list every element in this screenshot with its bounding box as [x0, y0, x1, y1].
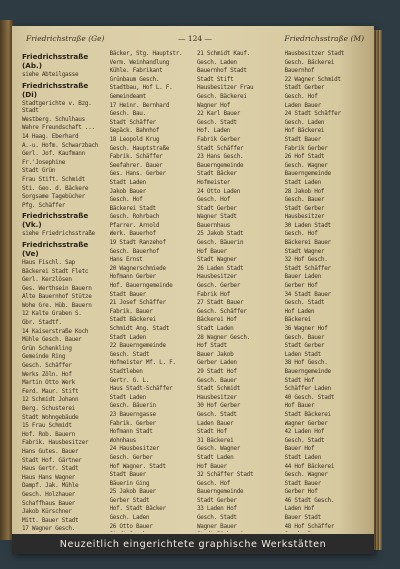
directory-entry: Hof. Laden — [197, 127, 231, 135]
directory-entry: Wagner Hof — [197, 101, 231, 109]
column-4 — [285, 50, 367, 532]
directory-entry: Stadt Bäckerei — [284, 410, 331, 418]
directory-entry: Gesch. Holzhauer — [22, 490, 75, 498]
directory-entry: 28 Wagner Gesch. — [197, 333, 250, 341]
directory-entry: Laden Bauer — [284, 101, 321, 109]
directory-entry: Ferd. Maur. Stift — [22, 387, 79, 395]
directory-entry: Gesch. Hof — [109, 196, 143, 204]
directory-entry: siehe Friedrichsstraße — [22, 230, 95, 238]
directory-entry: 17 Heinr. Bernhard — [109, 101, 170, 109]
header-right-street: Friedrichsstraße (M) — [284, 34, 364, 43]
directory-entry: Gerl. Jof. Kaufmann — [22, 150, 85, 158]
directory-entry: Gesch. Bäuerin — [197, 239, 244, 247]
directory-entry: Gesch. Wagner — [284, 471, 328, 479]
directory-entry: Bauer Laden — [284, 273, 321, 281]
directory-entry: Gesch. Laden — [109, 514, 150, 522]
directory-entry: Hof Bauer — [284, 402, 315, 410]
directory-entry: Verm. Weinhandlung — [109, 58, 170, 66]
directory-entry: 22 Bauerngemeinde — [109, 342, 166, 350]
directory-entry: Seefahrer. Bauer — [109, 161, 163, 169]
directory-entry: Laden Stadt — [284, 350, 321, 358]
directory-entry: 26 Laden Stadt — [197, 264, 244, 272]
directory-entry: Stadt Laden — [284, 178, 321, 186]
directory-entry: 17 Wagner Gesch. — [22, 525, 75, 532]
directory-entry: Stadt Bäcker — [197, 170, 237, 178]
directory-entry: siehe Abteilgasse — [22, 71, 79, 78]
directory-entry: Gesch. Bauer — [284, 333, 325, 341]
directory-entry: 40 Gesch. Stadt — [284, 393, 335, 401]
directory-entry: Gesch. Wagner — [197, 445, 241, 453]
page-header — [26, 34, 364, 48]
directory-entry: Gerber Hof — [284, 282, 318, 290]
directory-entry: 27 Stadt Bauer — [197, 299, 244, 307]
directory-entry: 22 Karl Bauer — [197, 110, 241, 118]
directory-entry: Gesch. Stadt — [284, 436, 325, 444]
directory-entry: Gesch. Hof — [197, 479, 231, 487]
directory-entry: 36 Wagner Hof — [284, 325, 328, 332]
directory-entry: Gesch. Laden — [284, 118, 325, 126]
directory-entry: Grünbaum Gesch. — [109, 75, 160, 83]
directory-entry: Hausbesitzer — [197, 273, 237, 281]
directory-entry: Schaffhaus Bauer — [22, 499, 75, 507]
directory-entry: Bäuerin Ging — [109, 479, 150, 487]
directory-entry: Westberg. Schulhaus — [22, 115, 85, 123]
directory-entry: Stadt Gerber — [284, 342, 325, 350]
directory-entry: 18 Leopold Krug — [109, 135, 160, 143]
directory-entry: Bäckerei Stadt Fletc — [22, 267, 89, 275]
directory-entry: Alte Bauernhof Stütze — [22, 293, 92, 301]
directory-entry: Stadt Hof — [197, 428, 227, 436]
directory-entry: Hausbesitzer Frau — [197, 84, 254, 92]
directory-entry: Hans Gutes. Bauer — [22, 447, 79, 455]
directory-entry: Fr.'Josephine — [22, 158, 66, 166]
directory-entry: Fabrik Gerber — [284, 144, 328, 152]
directory-entry: 25 Jakob Bauer — [109, 488, 156, 496]
directory-entry: Hausbesitzer — [197, 393, 237, 401]
directory-entry: Stadt Bauer — [284, 135, 321, 143]
directory-entry: Schmidt Ang. Stadt — [109, 325, 170, 332]
directory-entry: Stadt Bäckerei — [109, 316, 156, 324]
directory-entry: Stadt Schmidt — [197, 385, 241, 393]
directory-entry: Gesch. Gerber — [109, 453, 153, 461]
street-heading: Friedrichsstraße (Ab.) — [22, 52, 89, 70]
directory-entry: Stadtgerichte v. Bzg. Stadt — [22, 99, 92, 115]
directory-entry: Stadt Wohngebäude — [22, 413, 79, 421]
directory-entry: Wagner Gerber — [284, 419, 328, 427]
directory-entry: Stadt Stift — [197, 75, 234, 83]
directory-entry: Fabrik Gerber — [197, 135, 241, 143]
directory-entry: Stadt Laden — [197, 325, 234, 332]
directory-entry: A.-u. Hofm. Schwarzbach — [22, 141, 99, 149]
directory-entry: Wagner Stadt — [197, 213, 237, 221]
directory-entry: Gerber Laden — [197, 359, 237, 367]
directory-entry: 15 Frau Schmidt — [22, 422, 72, 430]
directory-entry: Gesch. Hof — [284, 92, 318, 100]
directory-entry: Gesch. Bau. — [109, 110, 146, 118]
directory-entry: Schäffer Laden — [284, 385, 331, 393]
directory-entry: Grün Schenkling — [22, 344, 72, 352]
directory-entry: 14 Kaiserstraße Koch — [22, 327, 89, 335]
directory-entry: Stadt Grün — [22, 167, 56, 175]
directory-entry — [285, 531, 367, 532]
directory-entry: Stadt Schäffer — [284, 264, 331, 272]
directory-entry: Berg. Schusterei — [22, 405, 75, 412]
directory-entry: 14 Haag. Eberhard — [22, 132, 79, 140]
directory-entry: Hausbesitzer Stadt — [284, 50, 345, 57]
directory-entry: Hofmeister Mf. L. F. — [109, 359, 176, 367]
directory-entry: Dampf. Jak. Mühle — [22, 482, 79, 490]
directory-entry: Hof Bäckerei — [284, 127, 325, 135]
directory-entry: Gesch. Stadt — [197, 514, 237, 522]
directory-entry: 23 Bauerngasse — [109, 410, 156, 418]
directory-entry: Fabrik. Gerber — [109, 419, 156, 427]
directory-entry: 42 Laden Hof — [284, 428, 325, 436]
directory-entry: Sti. Geo. d. Bäckere — [22, 184, 89, 192]
street-heading: Friedrichsstraße (Ve) — [22, 239, 89, 258]
directory-entry: Gesch. Hof — [197, 196, 231, 204]
directory-entry: Pfg. Schäffer — [22, 201, 66, 209]
directory-entry: Gesch. Stadt — [197, 118, 237, 126]
directory-entry: Hofmann Gerber — [109, 273, 156, 281]
directory-entry: 20 Wagnerschmiede — [109, 264, 166, 272]
directory-entry: Bauernhof Stadt — [197, 67, 247, 75]
directory-entry: 26 Hof Stadt — [284, 153, 325, 161]
directory-entry: Wohnhaus — [109, 436, 136, 444]
directory-entry: Stadt Bauer — [109, 471, 146, 479]
directory-entry: 30 Laden Stadt — [284, 221, 331, 229]
directory-entry: Stadt Schäffer — [109, 118, 156, 126]
directory-entry: Bauer Stadt — [284, 514, 321, 522]
directory-entry: Hof Bauer — [197, 247, 227, 255]
directory-entry: 23 Hans Gesch. — [197, 153, 244, 161]
directory-entry: Bauerngemeinde — [284, 170, 331, 178]
directory-entry: Fabrik Hof — [197, 290, 231, 298]
column-1 — [22, 50, 104, 532]
directory-entry: 22 Wagner Schmidt — [284, 75, 341, 83]
directory-entry: Stadt Laden — [197, 453, 234, 461]
directory-entry: Jakob Kürschner — [22, 508, 72, 516]
directory-entry: 31 Bäckerei — [197, 436, 234, 444]
directory-entry: Gesch. Hauptstraße — [109, 144, 170, 152]
directory-entry: Pfarrer. Arnold — [109, 221, 160, 229]
directory-entry: Gesch. Stadt — [284, 299, 325, 307]
directory-entry: Hof Stadt — [197, 342, 227, 350]
directory-entry: Hof. Stadt Bäcker — [109, 505, 166, 513]
directory-entry: Hofmann Stadt — [109, 428, 153, 436]
directory-entry: Stadt Wagner — [284, 247, 325, 255]
directory-entry: 48 Hof Schäffer — [284, 522, 335, 530]
directory-entry: 32 Schäffer Stadt — [197, 471, 254, 479]
directory-entry: Gesch. Bäckerei — [197, 92, 247, 100]
directory-entry: Gesch. Schäffer — [22, 362, 72, 370]
directory-entry: Jakob Bauer — [109, 187, 146, 195]
directory-entry: Gesch. Hof — [284, 230, 318, 238]
directory-entry: Kühle. Fabrikant — [109, 67, 163, 75]
directory-entry: Bäckerei Bauer — [284, 239, 331, 247]
directory-entry: Bauerngemeinde — [197, 488, 244, 496]
directory-entry: Bäcker, Stg. Hauptstr. — [109, 50, 183, 57]
column-3 — [197, 50, 279, 532]
directory-entry: Bauer Jakob — [197, 350, 234, 358]
directory-entry: Stadtleben — [109, 367, 143, 375]
directory-entry: Bäckerei Stadt — [109, 204, 156, 212]
directory-entry: Laden Bauer — [197, 419, 234, 427]
directory-entry: Fabrik. Hausbesitzer — [22, 439, 89, 447]
directory-entry: Mitt. Bauer Stadt — [22, 516, 79, 524]
directory-entry: 30 Hof Gerber — [197, 402, 241, 410]
directory-entry: Stadt Laden — [109, 178, 146, 186]
directory-entry: Wagner Bauer — [197, 522, 237, 530]
directory-entry: Wahre Freundschaft ... — [22, 124, 95, 132]
directory-entry: Mühle Gesch. Bauer — [22, 336, 82, 344]
directory-entry: Ges. Werthsein Bauern — [22, 284, 92, 292]
directory-entry: Stadt Bauer — [284, 479, 321, 487]
directory-entry: Hof Bauer — [197, 462, 227, 470]
directory-entry: Gesch. Bäckerei — [284, 58, 335, 66]
directory-entry: Haus Gertr. Stadt — [22, 465, 79, 473]
directory-entry: 26 Otto Bauer — [109, 522, 153, 530]
directory-entry: Gesch. Laden — [197, 58, 237, 66]
directory-entry: Haus Fischl. Sap — [22, 258, 75, 266]
directory-entry: 28 Jakob Hof — [284, 187, 325, 195]
directory-entry: 21 Schmidt Kauf. — [197, 50, 250, 57]
directory-entry: Hof. Rob. Bauern — [22, 430, 75, 438]
directory-entry: Stadt Laden — [109, 393, 146, 401]
directory-entry: 19 Stadt Ranzehof — [109, 239, 166, 247]
page-number: — 124 — — [177, 34, 213, 43]
directory-entry: Bauernhof — [284, 67, 315, 75]
directory-entry: Stadt Schäffer — [197, 144, 244, 152]
directory-entry: Gesch. Stadt — [197, 410, 237, 418]
directory-entry: Stadt Hof. Gärtner — [22, 456, 82, 464]
directory-entry: Bauerngemeinde — [284, 367, 331, 375]
directory-entry: Fabrik. Schäffer — [109, 153, 163, 161]
directory-entry: Gesch. Bauer — [284, 196, 325, 204]
directory-entry: Stadt Bauer — [109, 290, 146, 298]
directory-page — [12, 26, 374, 554]
directory-entry: Stadt Laden — [109, 333, 146, 341]
directory-entry: Stadtbau, Hof L. F. — [109, 84, 173, 92]
directory-entry — [110, 531, 192, 532]
directory-entry: 24 Stadt Schäffer — [284, 110, 341, 118]
directory-entry: Hans Ernst — [109, 256, 143, 264]
directory-entry: Gesch. Schäffer — [197, 307, 247, 315]
directory-entry: Bauerngemeinde — [197, 161, 244, 169]
directory-entry: Stadt Laden — [284, 453, 321, 461]
directory-entry: Gesch. Gerber — [197, 282, 241, 290]
directory-entry: 33 Laden Hof — [197, 505, 237, 513]
directory-entry: Sorgsame Tagebücher — [22, 193, 85, 201]
directory-entry: Stadt Wagner — [197, 256, 237, 264]
directory-entry: Frau Stift. Schmidt — [22, 175, 85, 183]
directory-entry: Gesch. Bauerhof — [109, 247, 160, 255]
directory-entry: 24 Hausbesitzer — [109, 445, 160, 453]
directory-entry: Stadt Hof — [284, 376, 315, 384]
directory-entry: Gesch. Wagner — [284, 161, 328, 169]
directory-columns — [22, 50, 366, 532]
directory-entry: 21 Josef Schäffer — [109, 299, 166, 307]
directory-entry: Gbr. Stadtf. — [22, 319, 62, 327]
directory-entry: Haus Hans Wagner — [22, 473, 75, 481]
directory-entry: 29 Stadt Hof — [197, 367, 237, 375]
directory-entry: Bauernhaus — [197, 221, 231, 229]
directory-entry: Gepäck. Bahnhof — [109, 127, 160, 135]
directory-entry: Hausbesitzer — [284, 213, 325, 221]
directory-entry: Bäckerei Hof — [197, 316, 237, 324]
directory-entry: 46 Stadt Gesch. — [284, 496, 335, 504]
street-heading: Friedrichsstraße (Vk.) — [22, 211, 89, 230]
directory-entry: Werks Zöln. Hof — [22, 370, 72, 378]
directory-entry: Gemeinde Ring — [22, 353, 66, 361]
directory-entry: Stadt Gerber — [284, 204, 325, 212]
advertisement-banner: Neuzeitlich eingerichtete graphische Werkstätten — [12, 534, 374, 554]
directory-entry: Hof Laden — [284, 307, 315, 315]
directory-entry: Wohe Gre. Hüb. Bauern — [22, 301, 92, 309]
directory-entry: 34 Stadt Bauer — [284, 290, 331, 298]
directory-entry: Haus Stadt-Schäffer — [109, 385, 173, 393]
directory-entry: Gerl. Kerzlösen — [22, 276, 72, 284]
directory-entry: Stadt Gerber — [197, 204, 237, 212]
directory-entry: Gesch. Stadt — [109, 350, 150, 358]
directory-entry: Bäckerei — [284, 316, 311, 324]
directory-entry: 44 Hof Bäckerei — [284, 462, 335, 470]
directory-entry — [197, 531, 279, 532]
directory-entry: Gesch. Rohrbach — [109, 213, 160, 221]
directory-entry: Stadt Gerber — [284, 84, 325, 92]
directory-entry: 32 Hof Gesch. — [284, 256, 328, 264]
directory-entry: Stadt Gerber — [197, 496, 237, 504]
directory-entry: 25 Jakob Stadt — [197, 230, 244, 238]
street-heading: Friedrichsstraße (Di) — [22, 80, 89, 99]
directory-entry: 12 Schmidt Johann — [22, 396, 79, 404]
directory-entry: 12 Kalte Graben S. — [22, 310, 82, 318]
directory-entry: Laden Hof — [284, 505, 315, 513]
directory-entry: Gesch. Bauer — [197, 376, 237, 384]
directory-entry: 38 Hof Gesch. — [284, 359, 328, 367]
directory-entry: Gemeindeamt — [109, 92, 146, 100]
header-left-street: Friedrichstraße (Ge) — [26, 34, 105, 43]
directory-entry: Werk. Bauerhof — [109, 230, 156, 238]
directory-entry: Gerber Stadt — [109, 496, 150, 504]
directory-entry: Fabrik. Bauer — [109, 307, 153, 315]
directory-entry: Gertr. G. L. — [109, 376, 150, 384]
directory-entry: 24 Otto Laden — [197, 187, 241, 195]
directory-entry: Hof. Bauerngemeinde — [109, 282, 173, 290]
column-2 — [110, 50, 192, 532]
directory-entry: Martin Otto Werk — [22, 379, 75, 387]
directory-entry: Hofmeister — [197, 178, 231, 186]
directory-entry: Ges. Hans. Gerber — [109, 170, 166, 178]
directory-entry: Gesch. Bäuerin — [109, 402, 156, 410]
directory-entry: Gerber Hof — [284, 488, 318, 496]
directory-entry: Hof Wagner. Stadt — [109, 462, 166, 470]
directory-entry: Bauer Hof — [284, 445, 315, 453]
